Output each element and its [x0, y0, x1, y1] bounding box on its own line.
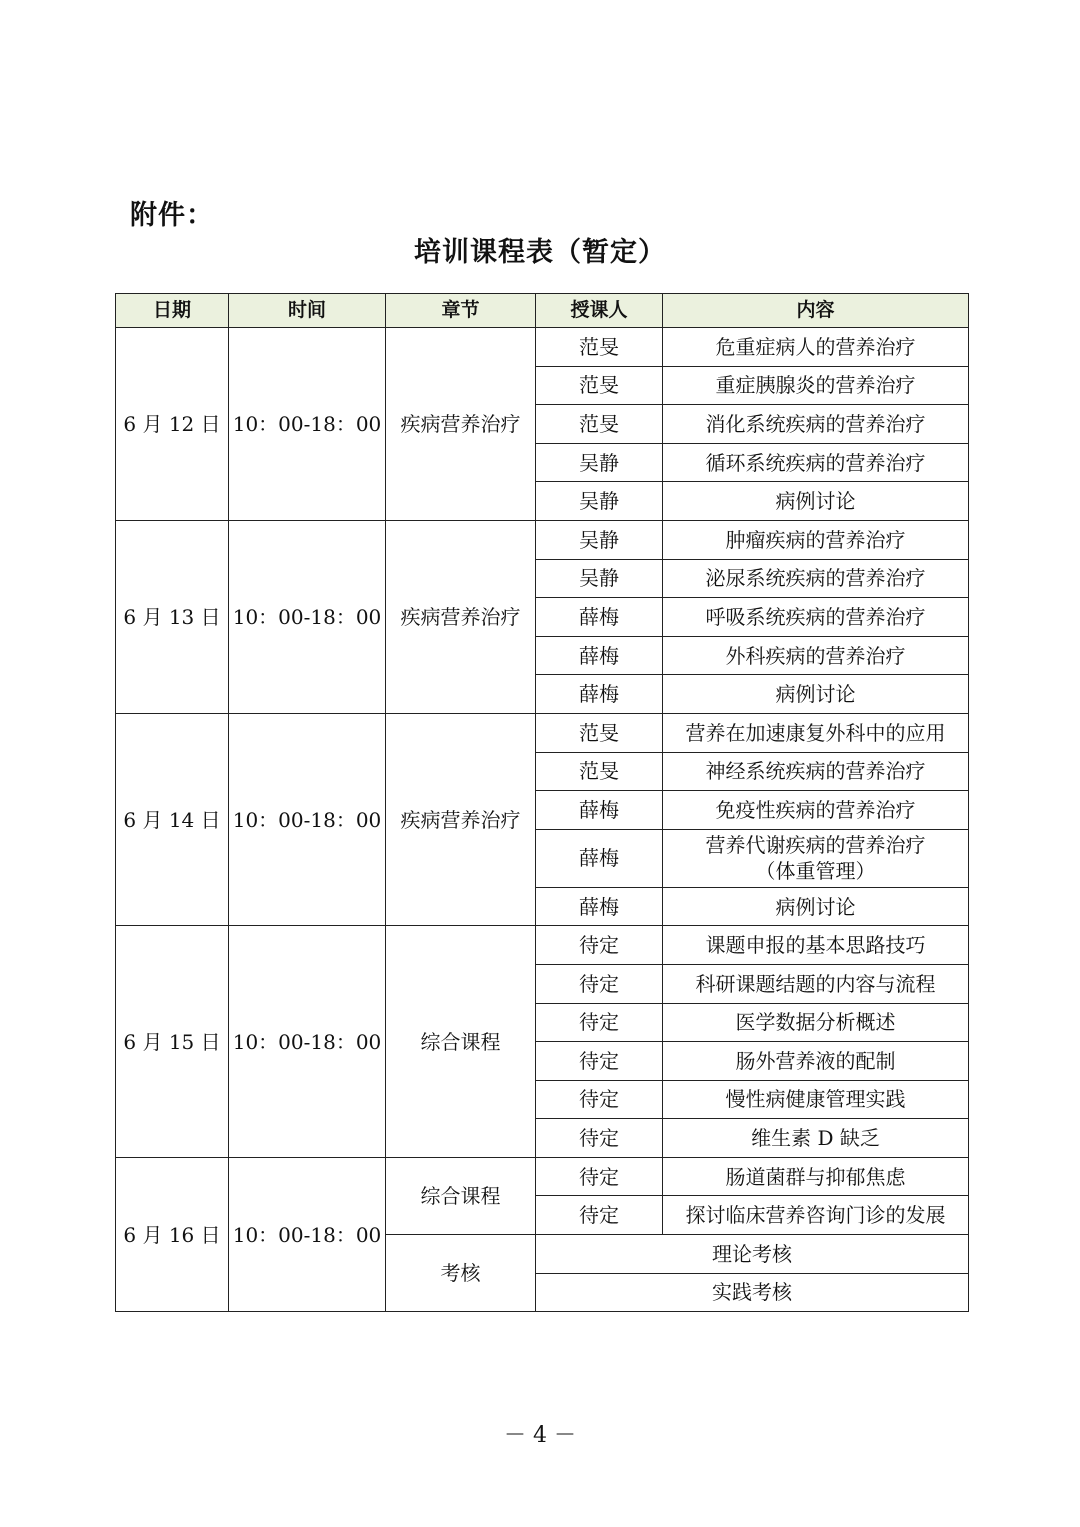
table-row — [116, 1157, 969, 1196]
content-cell: 病例讨论 — [663, 482, 969, 521]
content-cell: 循环系统疾病的营养治疗 — [663, 443, 969, 482]
lecturer-cell: 范旻 — [536, 405, 663, 444]
header-date: 日期 — [116, 294, 229, 328]
content-cell: 神经系统疾病的营养治疗 — [663, 752, 969, 791]
content-cell: 肠道菌群与抑郁焦虑 — [663, 1157, 969, 1196]
content-cell: 营养在加速康复外科中的应用 — [663, 713, 969, 752]
lecturer-cell: 范旻 — [536, 366, 663, 405]
content-cell: 外科疾病的营养治疗 — [663, 636, 969, 675]
header-content: 内容 — [663, 294, 969, 328]
lecturer-cell: 待定 — [536, 964, 663, 1003]
header-row — [116, 294, 969, 328]
time-cell: 10：00-18：00 — [229, 926, 386, 1158]
table-row — [116, 713, 969, 752]
content-cell: 慢性病健康管理实践 — [663, 1080, 969, 1119]
lecturer-cell: 范旻 — [536, 328, 663, 367]
date-cell: 6 月 15 日 — [116, 926, 229, 1158]
chapter-cell: 疾病营养治疗 — [386, 328, 536, 521]
lecturer-cell: 待定 — [536, 1080, 663, 1119]
table-row — [116, 926, 969, 965]
lecturer-cell: 范旻 — [536, 713, 663, 752]
content-cell: 肠外营养液的配制 — [663, 1042, 969, 1081]
date-cell: 6 月 13 日 — [116, 520, 229, 713]
date-cell: 6 月 14 日 — [116, 713, 229, 925]
content-cell: 泌尿系统疾病的营养治疗 — [663, 559, 969, 598]
lecturer-cell: 待定 — [536, 1157, 663, 1196]
content-cell: 病例讨论 — [663, 675, 969, 714]
lecturer-cell: 待定 — [536, 1042, 663, 1081]
content-line: 营养代谢疾病的营养治疗 — [705, 833, 926, 858]
lecturer-cell: 待定 — [536, 926, 663, 965]
content-cell: 危重症病人的营养治疗 — [663, 328, 969, 367]
date-cell: 6 月 16 日 — [116, 1157, 229, 1311]
table-row — [116, 520, 969, 559]
schedule-table — [115, 293, 969, 1312]
time-cell: 10：00-18：00 — [229, 520, 386, 713]
lecturer-cell: 薛梅 — [536, 791, 663, 830]
content-line: （体重管理） — [755, 859, 876, 884]
chapter-cell: 综合课程 — [386, 926, 536, 1158]
lecturer-cell: 薛梅 — [536, 598, 663, 637]
content-cell: 科研课题结题的内容与流程 — [663, 964, 969, 1003]
lecturer-cell: 待定 — [536, 1003, 663, 1042]
lecturer-cell: 吴静 — [536, 482, 663, 521]
header-lecturer: 授课人 — [536, 294, 663, 328]
content-cell: 医学数据分析概述 — [663, 1003, 969, 1042]
lecturer-cell: 待定 — [536, 1119, 663, 1158]
lecturer-cell: 吴静 — [536, 520, 663, 559]
content-cell: 维生素 D 缺乏 — [663, 1119, 969, 1158]
lecturer-cell: 薛梅 — [536, 636, 663, 675]
time-cell: 10：00-18：00 — [229, 1157, 386, 1311]
content-cell: 消化系统疾病的营养治疗 — [663, 405, 969, 444]
page-number: － 4 － — [504, 1423, 576, 1448]
exam-cell: 理论考核 — [536, 1235, 969, 1274]
lecturer-cell: 待定 — [536, 1196, 663, 1235]
content-cell: 课题申报的基本思路技巧 — [663, 926, 969, 965]
lecturer-cell: 吴静 — [536, 443, 663, 482]
chapter-cell: 综合课程 — [386, 1157, 536, 1234]
time-cell: 10：00-18：00 — [229, 713, 386, 925]
chapter-cell: 疾病营养治疗 — [386, 520, 536, 713]
lecturer-cell: 薛梅 — [536, 887, 663, 926]
content-cell: 重症胰腺炎的营养治疗 — [663, 366, 969, 405]
lecturer-cell: 吴静 — [536, 559, 663, 598]
content-cell: 免疫性疾病的营养治疗 — [663, 791, 969, 830]
chapter-cell: 疾病营养治疗 — [386, 713, 536, 925]
table-row — [116, 328, 969, 367]
attachment-label: 附件： — [130, 200, 214, 231]
header-chapter: 章节 — [386, 294, 536, 328]
lecturer-cell: 薛梅 — [536, 829, 663, 887]
exam-cell: 实践考核 — [536, 1273, 969, 1312]
lecturer-cell: 薛梅 — [536, 675, 663, 714]
header-time: 时间 — [229, 294, 386, 328]
time-cell: 10：00-18：00 — [229, 328, 386, 521]
document-title: 培训课程表（暂定） — [414, 237, 666, 268]
content-cell: 探讨临床营养咨询门诊的发展 — [663, 1196, 969, 1235]
exam-chapter-cell: 考核 — [386, 1235, 536, 1312]
content-cell: 肿瘤疾病的营养治疗 — [663, 520, 969, 559]
lecturer-cell: 范旻 — [536, 752, 663, 791]
date-cell: 6 月 12 日 — [116, 328, 229, 521]
content-cell: 呼吸系统疾病的营养治疗 — [663, 598, 969, 637]
content-cell: 病例讨论 — [663, 887, 969, 926]
content-cell — [663, 829, 969, 887]
